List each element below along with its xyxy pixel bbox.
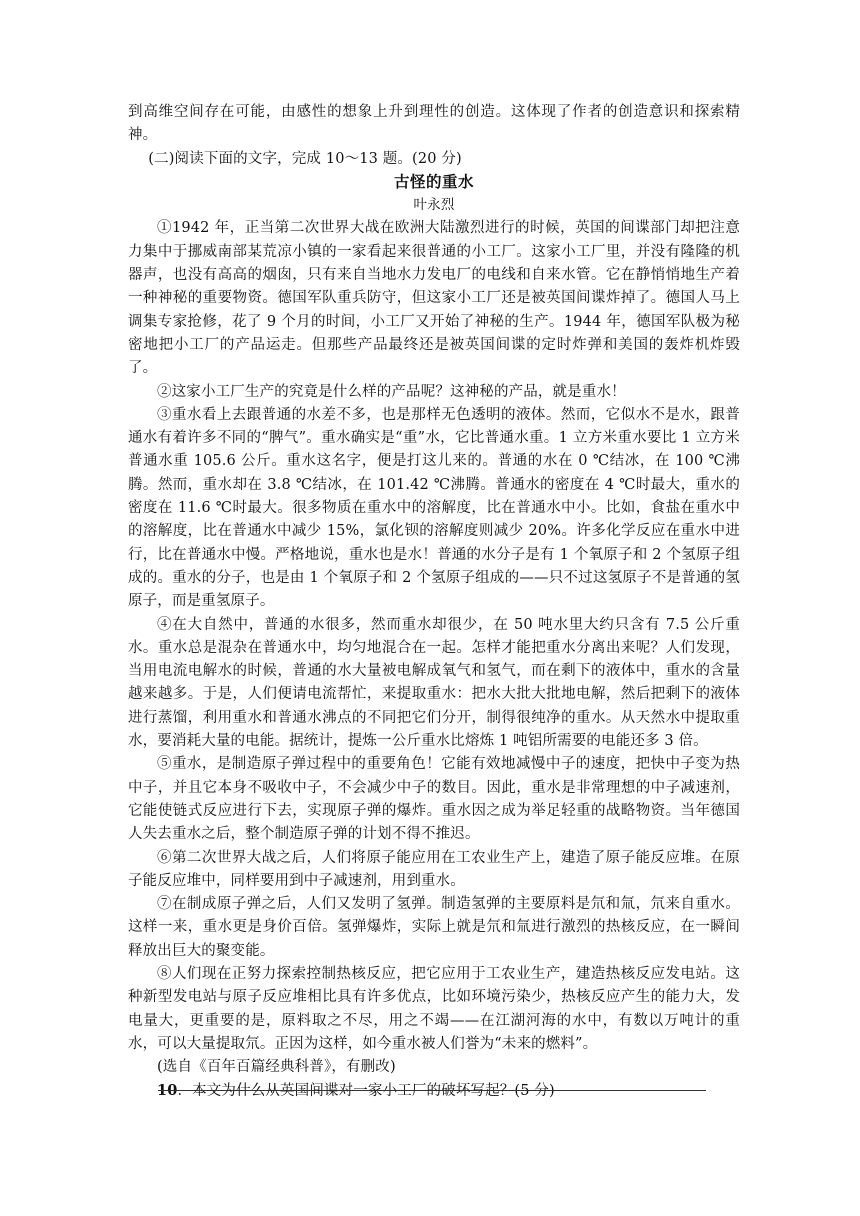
question-10 — [128, 1079, 740, 1103]
article-paragraph-8: ⑧人们现在正努力探索控制热核反应，把它应用于工农业生产，建造热核反应发电站。这种新型发电站与原子反应堆相比具有许多优点，比如环境污染少，热核反应产生的能力大，发电量大，更重要的是，原料取之不尽，用之不竭——在江湖河海的水中，有数以万吨计的重水，可以大量提取氘。正因为这样，如今重水被人们誉为“未来的燃料”。 — [128, 965, 740, 1052]
question-text: ．本文为什么从英国间谍对一家小工厂的破坏写起？(5 分) — [177, 1083, 555, 1100]
article-paragraph-5: ⑤重水，是制造原子弹过程中的重要角色！它能有效地减慢中子的速度，把快中子变为热中子，并且它本身不吸收中子，不会减少中子的数目。因此，重水是非常理想的中子减速剂，它能使链式反应进行下去，实现原子弹的爆炸。重水因之成为举足轻重的战略物资。当年德国人失去重水之后，整个制造原子弹的计划不得不推迟。 — [128, 756, 740, 843]
article-paragraph-3: ③重水看上去跟普通的水差不多，也是那样无色透明的液体。然而，它似水不是水，跟普通水有着许多不同的“脾气”。重水确实是“重”水，它比普通水重。1 立方米重水要比 1 立方米普通水重 105.6 公斤。重水这名字，便是打这儿来的。普通的水在 0 ℃结冰，在 100 ℃沸腾。然而，重水却在 3.8 ℃结冰，在 101.42 ℃沸腾。普通水的密度在 4 ℃时最大，重水的密度在 11.6 ℃时最大。很多物质在重水中的溶解度，比在普通水中小。比如，食盐在重水中的溶解度，比在普通水中减少 15%，氯化钡的溶解度则减少 20%。许多化学反应在重水中进行，比在普通水中慢。严格地说，重水也是水！普通的水分子是有 1 个氧原子和 2 个氢原子组成的。重水的分子，也是由 1 个氧原子和 2 个氢原子组成的——只不过这氢原子不是普通的氢原子，而是重氢原子。 — [128, 406, 740, 610]
article-paragraph-4: ④在大自然中，普通的水很多，然而重水却很少，在 50 吨水里大约只含有 7.5 公斤重水。重水总是混杂在普通水中，均匀地混合在一起。怎样才能把重水分离出来呢？人们发现，当用电流电解水的时候，普通的水大量被电解成氧气和氢气，而在剩下的液体中，重水的含量越来越多。于是，人们便请电流帮忙，来提取重水：把水大批大批地电解，然后把剩下的液体进行蒸馏，利用重水和普通水沸点的不同把它们分开，制得很纯净的重水。从天然水中提取重水，要消耗大量的电能。据统计，提炼一公斤重水比熔炼 1 吨铝所需要的电能还多 3 倍。 — [128, 616, 740, 750]
question-number: 10 — [157, 1082, 178, 1100]
article-paragraph-2: ②这家小工厂生产的究竟是什么样的产品呢？这神秘的产品，就是重水！ — [157, 383, 626, 400]
answer-line[interactable] — [158, 1090, 706, 1091]
intro-continuation: 到高维空间存在可能，由感性的想象上升到理性的创造。这体现了作者的创造意识和探索精神。 — [128, 104, 740, 144]
article-paragraph-7: ⑦在制成原子弹之后，人们又发明了氢弹。制造氢弹的主要原料是氘和氚，氘来自重水。这样一来，重水更是身价百倍。氢弹爆炸，实际上就是氘和氚进行激烈的热核反应，在一瞬间释放出巨大的聚变能。 — [128, 896, 740, 959]
document-body — [128, 101, 740, 1104]
article-source: (选自《百年百篇经典科普》，有删改) — [157, 1059, 396, 1076]
article-paragraph-6: ⑥第二次世界大战之后，人们将原子能应用在工农业生产上，建造了原子能反应堆。在原子能反应堆中，同样要用到中子减速剂，用到重水。 — [128, 849, 740, 889]
section-heading: (二)阅读下面的文字，完成 10～13 题。(20 分) — [148, 150, 462, 167]
article-title: 古怪的重水 — [393, 172, 474, 191]
article-author: 叶永烈 — [413, 197, 455, 214]
article-paragraph-1: ①1942 年，正当第二次世界大战在欧洲大陆激烈进行的时候，英国的间谍部门却把注意力集中于挪威南部某荒凉小镇的一家看起来很普通的小工厂。这家小工厂里，并没有隆隆的机器声，也没有高高的烟囱，只有来自当地水力发电厂的电线和自来水管。它在静悄悄地生产着一种神秘的重要物资。德国军队重兵防守，但这家小工厂还是被英国间谍炸掉了。德国人马上调集专家抢修，花了 9 个月的时间，小工厂又开始了神秘的生产。1944 年，德国军队极为秘密地把小工厂的产品运走。但那些产品最终还是被英国间谍的定时炸弹和美国的轰炸机炸毁了。 — [128, 220, 740, 377]
